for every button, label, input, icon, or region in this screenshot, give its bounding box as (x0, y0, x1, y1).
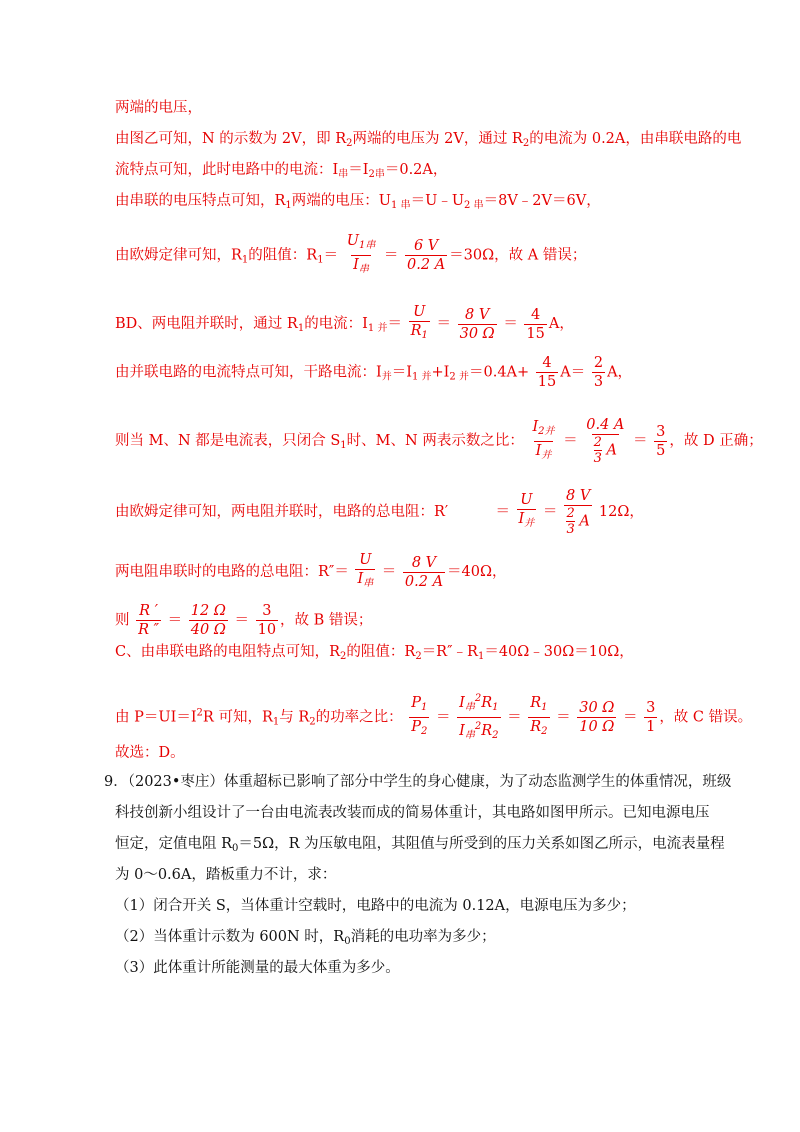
sol-line-5: 由欧姆定律可知，$R_1$的阻值：$R_1=$ $\frac{U_{1串}}{I_串}$ ＝ $\frac{6 V}{0.2 A}$ ＝30Ω，故 A 错误； (115, 232, 586, 279)
fraction: $\frac{3}{5}$ (656, 423, 666, 459)
fraction: 8 V $\frac{2}{3}$ A (566, 488, 591, 537)
fraction: $\frac{R_1}{R_2}$ (528, 694, 549, 741)
q9-line-1: 9．（2023•枣庄）体重超标已影响了部分中学生的身心健康，为了动态监测学生的体重情况，班级 (104, 774, 732, 790)
fraction: $\frac{2}{3}$ (593, 355, 604, 390)
sol-line-9: 由欧姆定律可知，两电阻并联时，电路的总电阻：R′ ＝ $\frac{U}{I_并}$ ＝ 8 V $\frac{2}{3}$ A 12Ω， (115, 488, 644, 537)
fraction: $\frac{I_{2并}}{I_并}$ (530, 418, 556, 465)
fraction: 0.4 A $\frac{2}{3}$ A (586, 417, 625, 466)
sol-line-3: 流特点可知，此时电路中的电流：$I_串=I_{2串}=0.2A$， (115, 162, 448, 180)
sol-line-1: 两端的电压， (115, 100, 202, 116)
fraction: $\frac{3}{10}$ (257, 603, 277, 638)
sol-line-8: 则当 M、N 都是电流表，只闭合 $S_1$时、M、N 两表示数之比： $\frac{I_{2并}}{I_并}$ ＝ 0.4 A $\frac{2}{3}$ A ＝ $\frac{3}{5}$ ，故 D 正确； (115, 417, 763, 466)
sol-line-10: 两电阻串联时的电路的总电阻：R″＝ $\frac{U}{I_串}$ ＝ $\frac{8 V}{0.2 A}$ ＝40Ω， (115, 551, 507, 593)
fraction: $\frac{R '}{R ''}$ (138, 603, 160, 638)
sol-line-11: 则 $\frac{R '}{R ''}$ ＝ $\frac{12 \Omega}{40 \Omega}$ ＝ $\frac{3}{10}$ ，故 B 错误； (115, 603, 373, 638)
fraction: $\frac{3}{1}$ (646, 700, 656, 735)
q9-line-2: 科技创新小组设计了一台由电流表改装而成的简易体重计，其电路如图甲所示。已知电源电压 (115, 805, 710, 821)
fraction: $\frac{8 V}{30 \Omega}$ (459, 306, 495, 342)
sol-line-4: 由串联的电压特点可知，$R_1$两端的电压：$U_{1 串}=U﹣U_{2 串}=8V﹣2V=6V$， (115, 193, 601, 211)
sol-line-7: 由并联电路的电流特点可知，干路电流：$I_并=I_{1 并}+I_{2 并}=0.4A+$ $\frac{4}{15}$ A＝ $\frac{2}{3}$ A， (115, 355, 633, 390)
q9-part-3: （3）此体重计所能测量的最大体重为多少。 (115, 960, 400, 976)
q9-line-4: 为 0～0.6A，踏板重力不计，求： (115, 867, 337, 883)
fraction: $\frac{4}{15}$ (537, 355, 557, 390)
fraction: $\frac{4}{15}$ (526, 306, 545, 342)
fraction: $\frac{P_1}{P_2}$ (409, 694, 429, 741)
fraction: $\frac{U}{I_串}$ (355, 551, 375, 593)
sol-line-13: 由 $P=UI=I^2R$ 可知，$R_1$与 $R_2$的功率之比： $\frac{P_1}{P_2}$ ＝ $\frac{I_串^2R_1}{I_串^2R_2}$ ＝ $\frac{R_1}{R_2}$ ＝ $\frac{30 \Omega}{10 \Omega}$ ＝ $\frac{3}{1}$ ，故 C 错误。 (115, 690, 752, 745)
fraction: $\frac{30 \Omega}{10 \Omega}$ (579, 700, 615, 735)
fraction: $\frac{8 V}{0.2 A}$ (404, 554, 444, 590)
sol-line-2: 由图乙可知，N 的示数为 2V，即 $R_2$两端的电压为 2V，通过 $R_2$的电流为 0.2A，由串联电路的电 (115, 131, 742, 149)
q9-part-2: （2）当体重计示数为 600N 时，$R_0$消耗的电功率为多少； (115, 929, 496, 947)
q9-part-1: （1）闭合开关 S，当体重计空载时，电路中的电流为 0.12A，电源电压为多少； (115, 898, 636, 914)
fraction: $\frac{U}{I_并}$ (517, 491, 537, 533)
fraction: $\frac{U_{1串}}{I_串}$ (345, 232, 378, 279)
sol-line-6: BD、两电阻并联时，通过 $R_1$的电流：$I_{1 并}=$ $\frac{U}{R_1}$ ＝ $\frac{8 V}{30 \Omega}$ ＝ $\frac{4}{15}$ A， (115, 303, 574, 345)
fraction: $\frac{I_串^2R_1}{I_串^2R_2}$ (457, 690, 500, 745)
q9-line-3: 恒定，定值电阻 $R_0=5\Omega$，R 为压敏电阻，其阻值与所受到的压力关系如图乙所示，电流表量程 (115, 836, 725, 854)
fraction: $\frac{12 \Omega}{40 \Omega}$ (190, 603, 226, 638)
sol-answer: 故选：D。 (115, 745, 185, 761)
fraction: $\frac{U}{R_1}$ (409, 303, 430, 345)
sol-line-12: C、由串联电路的电阻特点可知，$R_2$的阻值：$R_2=R''﹣R_1=40\Omega﹣30\Omega=10\Omega$， (115, 644, 634, 662)
fraction: $\frac{6 V}{0.2 A}$ (407, 238, 446, 273)
